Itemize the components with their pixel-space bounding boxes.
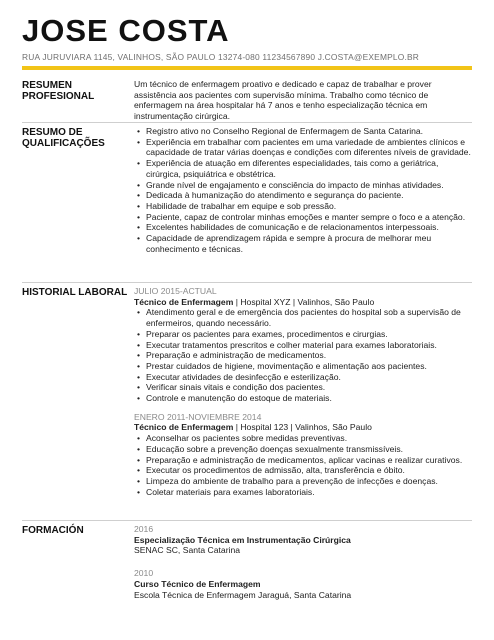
- qualifications-section: [22, 122, 472, 283]
- education-year: 2016: [134, 524, 154, 534]
- summary-title: [22, 80, 132, 102]
- work-history-body: [134, 286, 474, 497]
- qualification-item: • Experiência em trabalhar com pacientes em uma variedade de ambientes clínicos e capacidade de tratar várias doenças e condições com diferentes níveis de gravidade.: [146, 137, 474, 158]
- qualification-item: • Grande nível de engajamento e consciência do impacto de minhas atividades.: [146, 180, 474, 191]
- contact-line: RUA JURUVIARA 1145, VALINHOS, SÃO PAULO 13274-080 11234567890 J.COSTA@EXEMPLO.BR: [22, 52, 420, 62]
- job-duty: • Executar os procedimentos de admissão, alta, transferência e óbito.: [146, 465, 474, 476]
- job-duty: • Preparação e administração de medicamentos, aplicar vacinas e realizar curativos.: [146, 455, 474, 466]
- job-duty: • Prestar cuidados de higiene, movimentação e alimentação aos pacientes.: [146, 361, 474, 372]
- education-entry: [134, 568, 474, 600]
- education-school: Escola Técnica de Enfermagem Jaraguá, Santa Catarina: [134, 589, 352, 600]
- job-duty: • Executar tratamentos prescritos e colher material para exames laboratoriais.: [146, 340, 474, 351]
- summary-text: Um técnico de enfermagem proativo e dedicado e capaz de trabalhar e prover assistência aos pacientes com supervisão mínima. Trabalho como técnico de enfermagem na área hospitalar há 7 anos e tenho especialização técnica em instrumentação cirúrgica.: [134, 79, 432, 122]
- job-entry: [134, 412, 474, 498]
- education-school: SENAC SC, Santa Catarina: [134, 545, 241, 556]
- qualification-item: • Paciente, capaz de controlar minhas emoções e manter sempre o foco e a atenção.: [146, 212, 474, 223]
- education-course: Curso Técnico de Enfermagem: [134, 578, 261, 589]
- job-duty: • Executar atividades de desinfecção e esterilização.: [146, 372, 474, 383]
- education-section: [22, 520, 472, 621]
- candidate-name: JOSE COSTA: [22, 13, 230, 48]
- job-employer: | Hospital XYZ | Valinhos, São Paulo: [233, 296, 375, 307]
- qualifications-title-line2: QUALIFICAÇÕES: [22, 138, 105, 149]
- job-employer: | Hospital 123 | Valinhos, São Paulo: [233, 422, 372, 433]
- job-position: Técnico de Enfermagem: [134, 296, 234, 307]
- education-year: 2010: [134, 568, 154, 579]
- work-history-title: HISTORIAL LABORAL: [22, 287, 128, 298]
- education-course: Especialização Técnica em Instrumentação Cirúrgica: [134, 534, 351, 545]
- qualification-item: • Habilidade de trabalhar em equipe e sob pressão.: [146, 201, 474, 212]
- job-dates: ENERO 2011-NOVIEMBRE 2014: [134, 411, 262, 422]
- job-heading: [134, 297, 474, 308]
- job-duty: • Preparação e administração de medicamentos.: [146, 350, 474, 361]
- job-duties-list: [134, 433, 474, 497]
- job-duty: • Controle e manutenção do estoque de materiais.: [146, 393, 474, 404]
- qualification-item: • Capacidade de aprendizagem rápida e sempre à procura de melhorar meu conhecimento e técnicas.: [146, 233, 474, 254]
- summary-section: [22, 76, 472, 124]
- qualification-item: • Experiência de atuação em diferentes especialidades, tais como a geriátrica, cirúrgica, psiquiátrica e obstétrica.: [146, 158, 474, 179]
- qualifications-list-wrap: [134, 126, 474, 254]
- accent-rule: [22, 66, 472, 70]
- qualification-item: • Excelentes habilidades de comunicação e de relacionamentos interpessoais.: [146, 222, 474, 233]
- qualification-item: • Dedicada à humanização do atendimento e segurança do paciente.: [146, 190, 474, 201]
- job-duty: • Coletar materiais para exames laboratoriais.: [146, 487, 474, 498]
- job-heading: [134, 422, 474, 433]
- education-entry: [134, 524, 474, 556]
- job-duty: • Aconselhar os pacientes sobre medidas preventivas.: [146, 433, 474, 444]
- job-dates: JULIO 2015-ACTUAL: [134, 286, 217, 296]
- education-body: [134, 524, 474, 600]
- job-duty: • Limpeza do ambiente de trabalho para a prevenção de infecções e doenças.: [146, 476, 474, 487]
- job-duty: • Verificar sinais vitais e condição dos pacientes.: [146, 382, 474, 393]
- qualification-item: • Registro ativo no Conselho Regional de Enfermagem de Santa Catarina.: [146, 126, 474, 137]
- qualifications-list: [134, 126, 474, 254]
- job-position: Técnico de Enfermagem: [134, 422, 234, 433]
- education-title: FORMACIÓN: [22, 525, 84, 536]
- job-entry: [134, 286, 474, 404]
- qualifications-title: [22, 127, 132, 149]
- job-duty: • Preparar os pacientes para exames, procedimentos e cirurgias.: [146, 329, 474, 340]
- summary-title-line1: RESUMEN: [22, 80, 73, 91]
- work-history-section: [22, 282, 472, 521]
- job-duty: • Atendimento geral e de emergência dos pacientes do hospital sob a supervisão de enfermeiros, quando necessário.: [146, 307, 474, 328]
- qualifications-title-line1: RESUMO DE: [22, 127, 83, 138]
- job-duty: • Educação sobre a prevenção doenças sexualmente transmissíveis.: [146, 444, 474, 455]
- summary-title-line2: PROFESIONAL: [22, 91, 95, 102]
- job-duties-list: [134, 307, 474, 403]
